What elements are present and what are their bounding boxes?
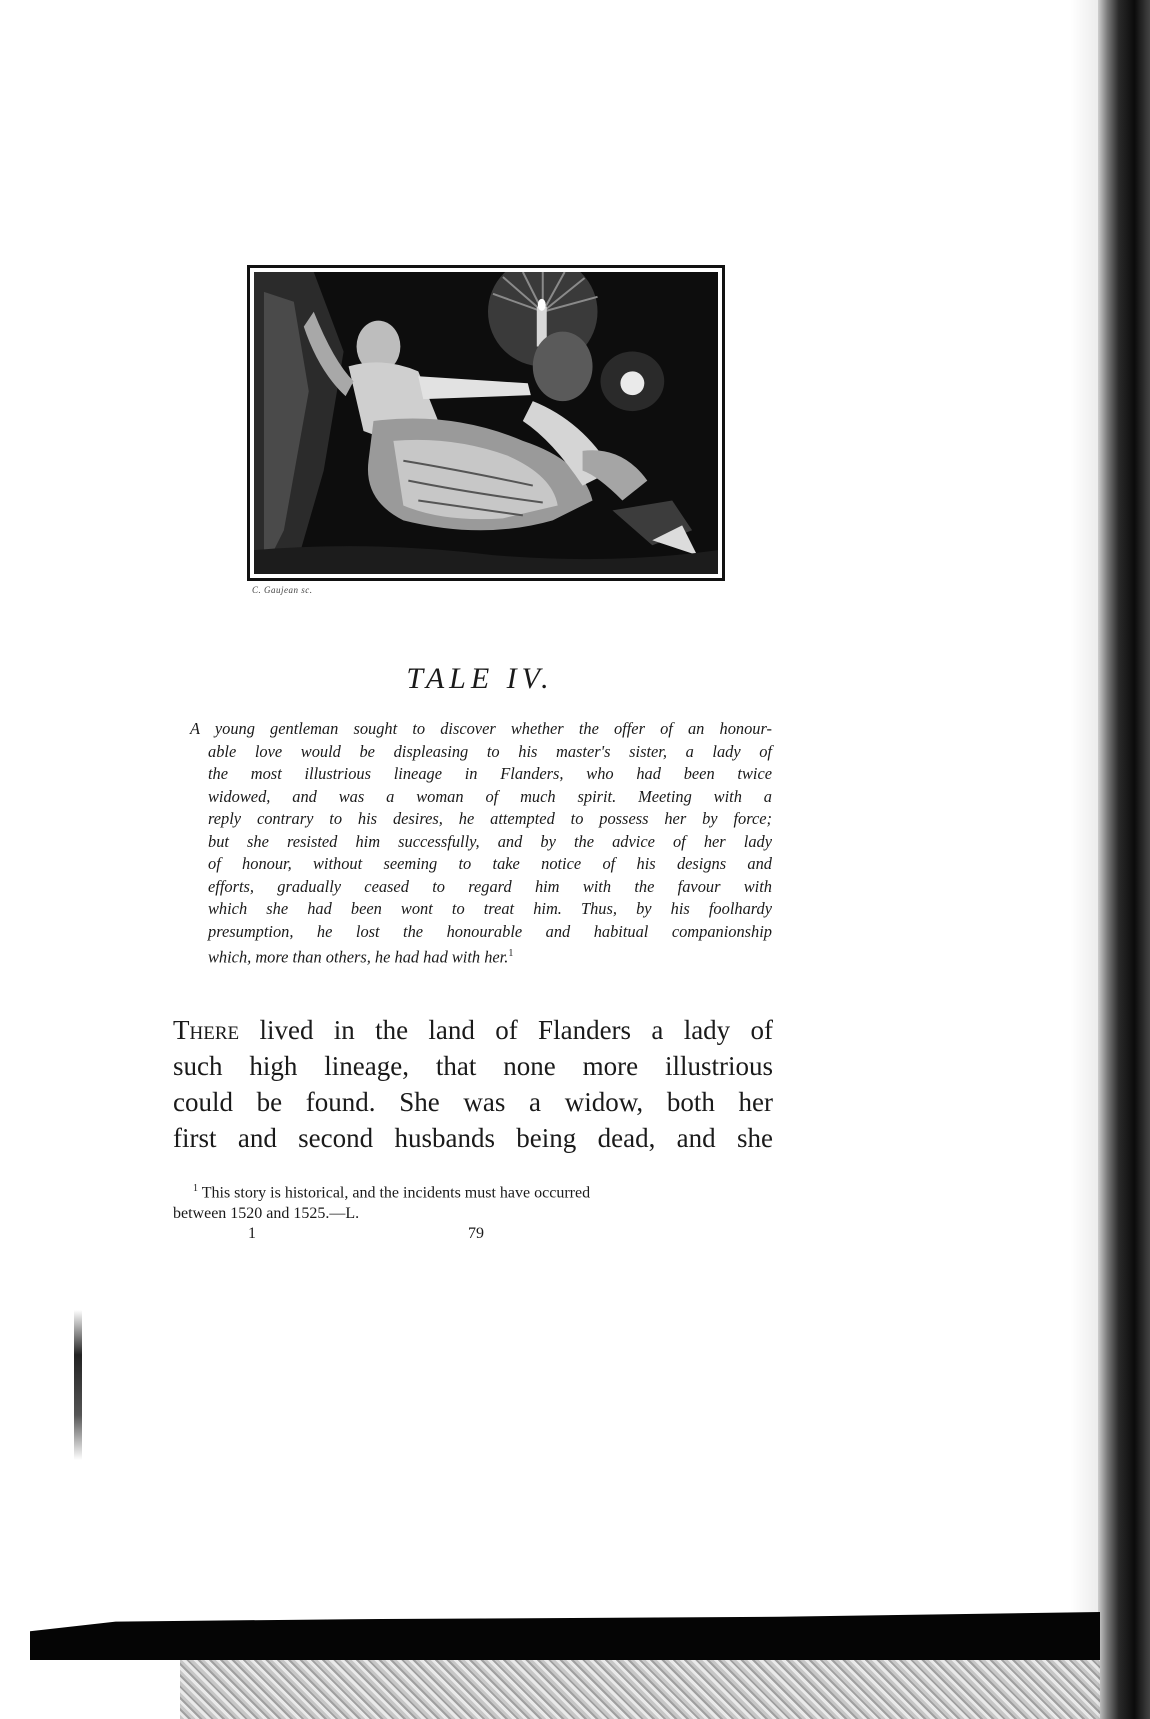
- footnote-line: between 1520 and 1525.—L.: [173, 1205, 360, 1223]
- argument-line: reply contrary to his desires, he attempted to possess her by force;: [208, 809, 772, 828]
- body-line-text: lived in the land of Flanders a lady of: [259, 1015, 774, 1045]
- body-line: could be found. She was a widow, both her: [173, 1087, 773, 1117]
- footnote-line: [173, 1178, 773, 1203]
- signature-mark: 1: [248, 1225, 256, 1242]
- engraving-icon: [254, 272, 718, 574]
- argument-line-last: [208, 943, 772, 969]
- tale-argument: [190, 718, 772, 969]
- tale-body: [173, 1012, 773, 1156]
- argument-line: A young gentleman sought to discover whether the offer of an honour-: [190, 719, 772, 738]
- scan-bottom-shadow: [30, 1612, 1100, 1660]
- argument-line-text: which, more than others, he had had with her.: [208, 947, 509, 967]
- argument-line: able love would be displeasing to his master's sister, a lady of: [208, 741, 772, 761]
- body-line: first and second husbands being dead, and she: [173, 1123, 773, 1153]
- engraving-illustration: [247, 265, 725, 581]
- footnote-text: This story is historical, and the incidents must have occurred: [201, 1184, 591, 1202]
- scan-binding-edge: [1098, 0, 1150, 1719]
- argument-line: widowed, and was a woman of much spirit. Meeting with a: [208, 786, 772, 806]
- scan-edge-shadow: [1070, 0, 1100, 1719]
- footnote-marker: 1: [193, 1183, 198, 1194]
- body-line: [173, 1012, 773, 1048]
- argument-line: which she had been wont to treat him. Thus, by his foolhardy: [208, 899, 772, 918]
- body-line: such high lineage, that none more illustrious: [173, 1051, 773, 1081]
- footnote: [173, 1178, 773, 1224]
- page-number: 79: [468, 1225, 484, 1242]
- argument-line: efforts, gradually ceased to regard him with the favour with: [208, 876, 772, 896]
- opening-word: There: [173, 1015, 240, 1045]
- footnote-reference: 1: [508, 948, 514, 959]
- argument-line: of honour, without seeming to take notice of his designs and: [208, 854, 772, 873]
- engraver-signature: C. Gaujean sc.: [252, 585, 313, 595]
- argument-line: but she resisted him successfully, and by the advice of her lady: [208, 831, 772, 851]
- scan-streak: [74, 1310, 82, 1460]
- argument-line: presumption, he lost the honourable and habitual companionship: [208, 921, 772, 941]
- scan-bottom-noise: [180, 1660, 1100, 1719]
- argument-line: the most illustrious lineage in Flanders, who had been twice: [208, 764, 772, 783]
- tale-title: TALE IV.: [406, 662, 554, 695]
